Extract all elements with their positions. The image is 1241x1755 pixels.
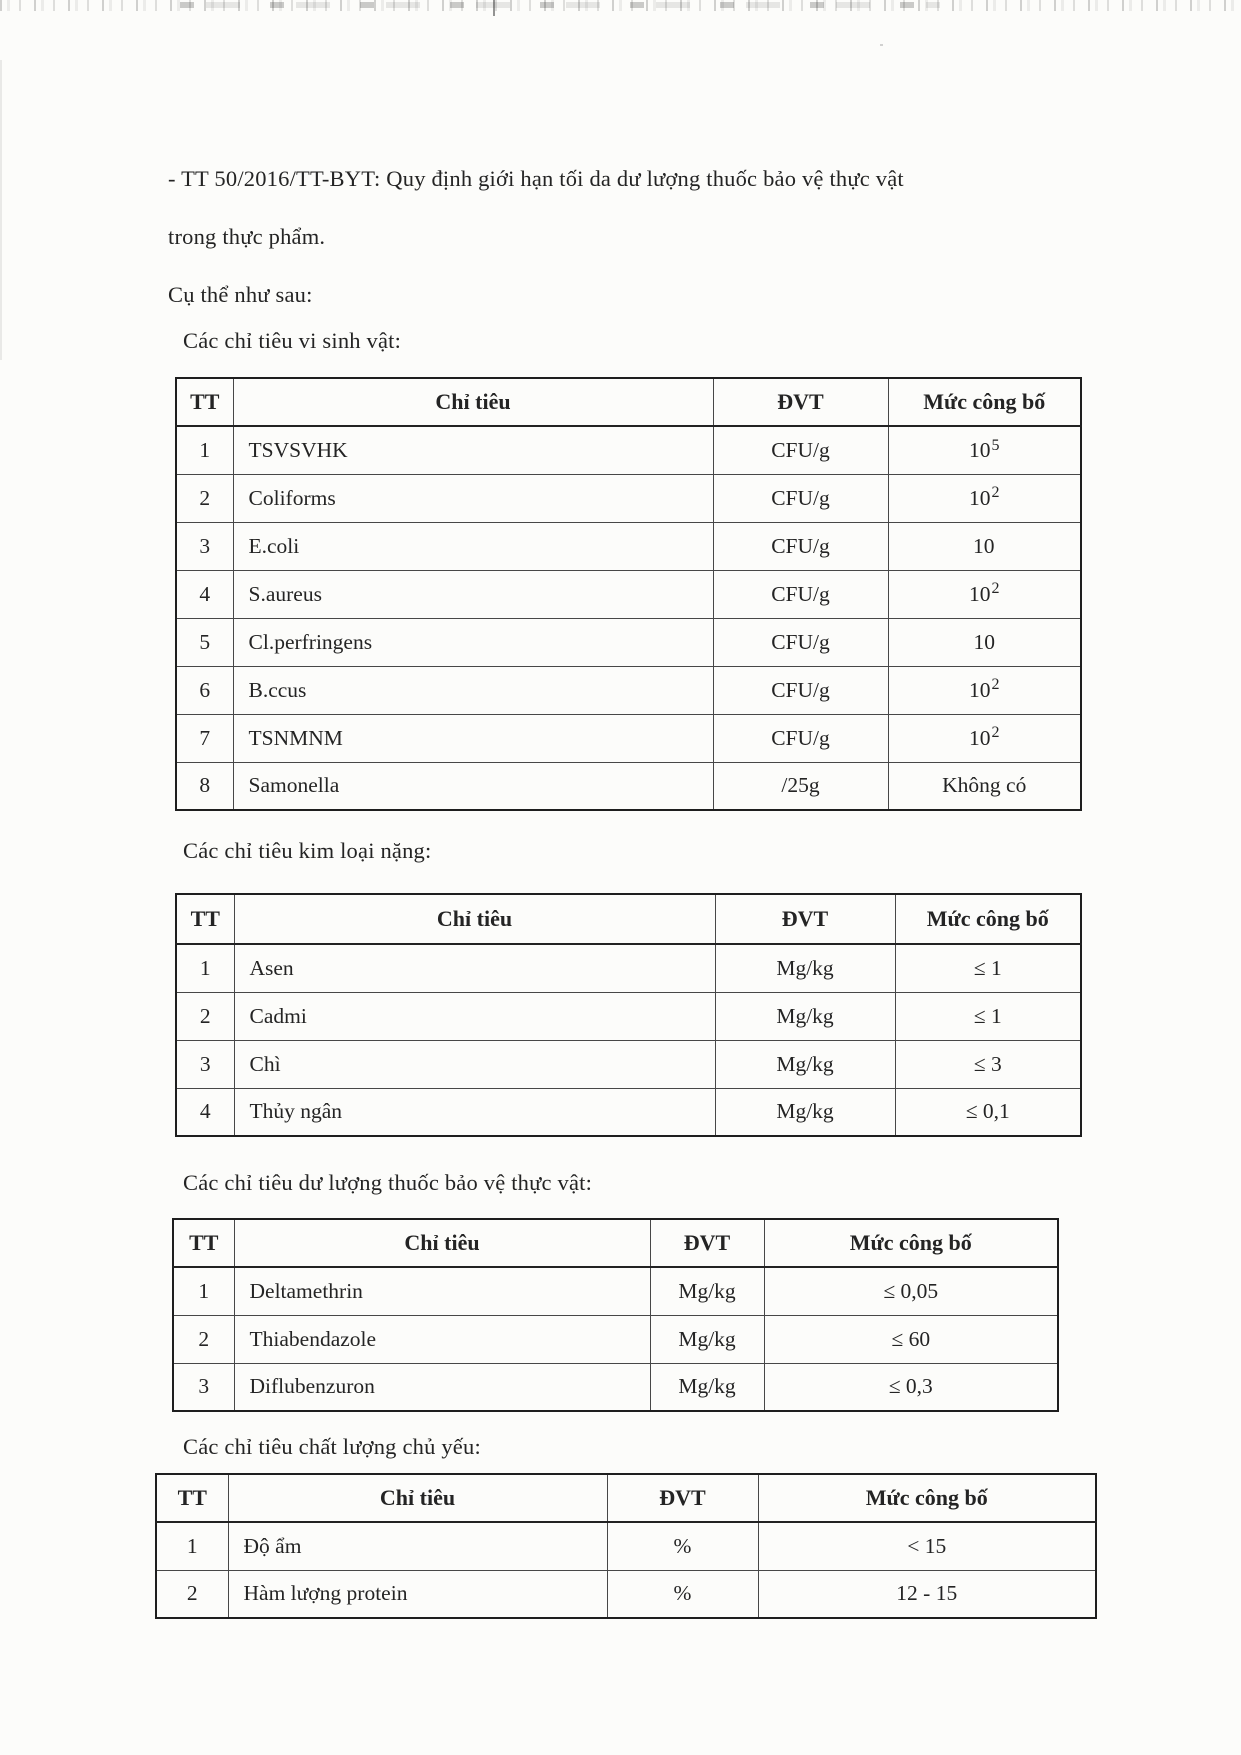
cell-dvt: Mg/kg <box>715 944 895 992</box>
header-dvt: ĐVT <box>715 894 895 944</box>
value-exponent: 2 <box>991 484 1000 502</box>
cell-dvt: Mg/kg <box>715 1088 895 1136</box>
table-row <box>176 714 1081 762</box>
section-title-quality-criteria: Các chỉ tiêu chất lượng chủ yếu: <box>183 1434 481 1459</box>
header-chi-tieu: Chỉ tiêu <box>233 378 713 426</box>
cell-muc-cong-bo: ≤ 1 <box>895 944 1081 992</box>
cell-dvt: % <box>607 1522 758 1570</box>
header-tt: TT <box>176 894 234 944</box>
scan-artifact <box>0 60 2 360</box>
cell-muc-cong-bo <box>888 762 1081 810</box>
header-tt: TT <box>176 378 233 426</box>
header-muc-cong-bo: Mức công bố <box>764 1219 1058 1267</box>
scan-artifact <box>880 44 883 46</box>
cell-chi-tieu: TSNMNM <box>233 714 713 762</box>
intro-line-3: Cụ thể như sau: <box>168 282 313 307</box>
header-muc-cong-bo: Mức công bố <box>895 894 1081 944</box>
intro-line-1: - TT 50/2016/TT-BYT: Quy định giới hạn tối da dư lượng thuốc bảo vệ thực vật <box>168 166 904 191</box>
value-base: 10 <box>969 677 991 702</box>
table-row <box>176 618 1081 666</box>
table-row <box>176 426 1081 474</box>
cell-dvt: Mg/kg <box>650 1315 764 1363</box>
cell-muc-cong-bo <box>888 522 1081 570</box>
table-row <box>173 1363 1058 1411</box>
cell-dvt: CFU/g <box>713 474 888 522</box>
cell-dvt: CFU/g <box>713 714 888 762</box>
intro-paragraph <box>168 150 1098 324</box>
table-row <box>176 522 1081 570</box>
cell-tt: 1 <box>173 1267 234 1315</box>
cell-chi-tieu: Cadmi <box>234 992 715 1040</box>
cell-muc-cong-bo: ≤ 0,05 <box>764 1267 1058 1315</box>
table-header-row <box>156 1474 1096 1522</box>
cell-dvt: Mg/kg <box>650 1267 764 1315</box>
cell-muc-cong-bo: 12 - 15 <box>758 1570 1096 1618</box>
value-exponent: 5 <box>991 436 1000 454</box>
header-tt: TT <box>156 1474 228 1522</box>
cell-dvt: CFU/g <box>713 618 888 666</box>
table-row <box>176 666 1081 714</box>
cell-chi-tieu: TSVSVHK <box>233 426 713 474</box>
header-chi-tieu: Chỉ tiêu <box>234 1219 650 1267</box>
cell-tt: 2 <box>156 1570 228 1618</box>
cell-tt: 5 <box>176 618 233 666</box>
cell-muc-cong-bo: ≤ 3 <box>895 1040 1081 1088</box>
value-exponent: 2 <box>991 676 1000 694</box>
value-exponent: 2 <box>991 580 1000 598</box>
header-chi-tieu: Chỉ tiêu <box>228 1474 607 1522</box>
table-quality-criteria <box>155 1473 1097 1619</box>
table-row <box>176 1088 1081 1136</box>
cell-dvt: CFU/g <box>713 570 888 618</box>
cell-tt: 2 <box>176 992 234 1040</box>
cell-tt: 1 <box>176 944 234 992</box>
cell-chi-tieu: Thủy ngân <box>234 1088 715 1136</box>
table-row <box>176 762 1081 810</box>
value-base: 10 <box>969 725 991 750</box>
cell-dvt: Mg/kg <box>715 1040 895 1088</box>
table-pesticide-residues <box>172 1218 1059 1412</box>
table-header-row <box>173 1219 1058 1267</box>
cell-dvt: CFU/g <box>713 666 888 714</box>
table-row <box>176 944 1081 992</box>
cell-muc-cong-bo: < 15 <box>758 1522 1096 1570</box>
cell-muc-cong-bo: ≤ 60 <box>764 1315 1058 1363</box>
cell-tt: 1 <box>156 1522 228 1570</box>
cell-muc-cong-bo: ≤ 0,1 <box>895 1088 1081 1136</box>
cell-dvt: % <box>607 1570 758 1618</box>
intro-line-2: trong thực phẩm. <box>168 224 326 249</box>
cell-tt: 8 <box>176 762 233 810</box>
cell-tt: 2 <box>173 1315 234 1363</box>
cell-tt: 7 <box>176 714 233 762</box>
table-row <box>176 570 1081 618</box>
table-row <box>173 1315 1058 1363</box>
table-microbiology <box>175 377 1082 811</box>
cell-muc-cong-bo: ≤ 0,3 <box>764 1363 1058 1411</box>
table-row <box>176 1040 1081 1088</box>
cell-tt: 3 <box>176 522 233 570</box>
scan-artifact <box>493 0 495 16</box>
cell-chi-tieu: B.ccus <box>233 666 713 714</box>
table-header-row <box>176 378 1081 426</box>
cell-dvt: /25g <box>713 762 888 810</box>
value-base: Không có <box>942 773 1027 798</box>
header-dvt: ĐVT <box>607 1474 758 1522</box>
cell-chi-tieu: Hàm lượng protein <box>228 1570 607 1618</box>
header-muc-cong-bo: Mức công bố <box>758 1474 1096 1522</box>
cell-tt: 3 <box>173 1363 234 1411</box>
header-tt: TT <box>173 1219 234 1267</box>
cell-chi-tieu: Coliforms <box>233 474 713 522</box>
cell-muc-cong-bo <box>888 714 1081 762</box>
cell-muc-cong-bo <box>888 618 1081 666</box>
cell-dvt: CFU/g <box>713 522 888 570</box>
cell-muc-cong-bo <box>888 474 1081 522</box>
header-muc-cong-bo: Mức công bố <box>888 378 1081 426</box>
cell-tt: 4 <box>176 570 233 618</box>
cell-chi-tieu: S.aureus <box>233 570 713 618</box>
value-base: 10 <box>969 437 991 462</box>
cell-chi-tieu: Chì <box>234 1040 715 1088</box>
cell-dvt: Mg/kg <box>715 992 895 1040</box>
cell-chi-tieu: Thiabendazole <box>234 1315 650 1363</box>
value-base: 10 <box>969 581 991 606</box>
section-title-pesticide-residues: Các chỉ tiêu dư lượng thuốc bảo vệ thực vật: <box>183 1170 593 1195</box>
cell-tt: 6 <box>176 666 233 714</box>
value-base: 10 <box>973 533 995 558</box>
cell-chi-tieu: Asen <box>234 944 715 992</box>
cell-tt: 1 <box>176 426 233 474</box>
table-row <box>173 1267 1058 1315</box>
cell-dvt: Mg/kg <box>650 1363 764 1411</box>
cell-chi-tieu: Samonella <box>233 762 713 810</box>
cell-muc-cong-bo <box>888 570 1081 618</box>
cell-muc-cong-bo <box>888 666 1081 714</box>
scan-artifact <box>180 2 940 8</box>
cell-dvt: CFU/g <box>713 426 888 474</box>
cell-tt: 4 <box>176 1088 234 1136</box>
table-row <box>156 1522 1096 1570</box>
cell-chi-tieu: Deltamethrin <box>234 1267 650 1315</box>
cell-muc-cong-bo <box>888 426 1081 474</box>
cell-chi-tieu: Độ ẩm <box>228 1522 607 1570</box>
header-dvt: ĐVT <box>650 1219 764 1267</box>
value-base: 10 <box>973 629 995 654</box>
cell-chi-tieu: Diflubenzuron <box>234 1363 650 1411</box>
table-header-row <box>176 894 1081 944</box>
header-chi-tieu: Chỉ tiêu <box>234 894 715 944</box>
section-title-microbiology: Các chỉ tiêu vi sinh vật: <box>183 328 402 353</box>
cell-tt: 2 <box>176 474 233 522</box>
table-row <box>176 474 1081 522</box>
header-dvt: ĐVT <box>713 378 888 426</box>
cell-tt: 3 <box>176 1040 234 1088</box>
cell-muc-cong-bo: ≤ 1 <box>895 992 1081 1040</box>
cell-chi-tieu: Cl.perfringens <box>233 618 713 666</box>
value-base: 10 <box>969 485 991 510</box>
table-row <box>156 1570 1096 1618</box>
section-title-heavy-metals: Các chỉ tiêu kim loại nặng: <box>183 838 432 863</box>
cell-chi-tieu: E.coli <box>233 522 713 570</box>
table-heavy-metals <box>175 893 1082 1137</box>
table-row <box>176 992 1081 1040</box>
value-exponent: 2 <box>991 724 1000 742</box>
